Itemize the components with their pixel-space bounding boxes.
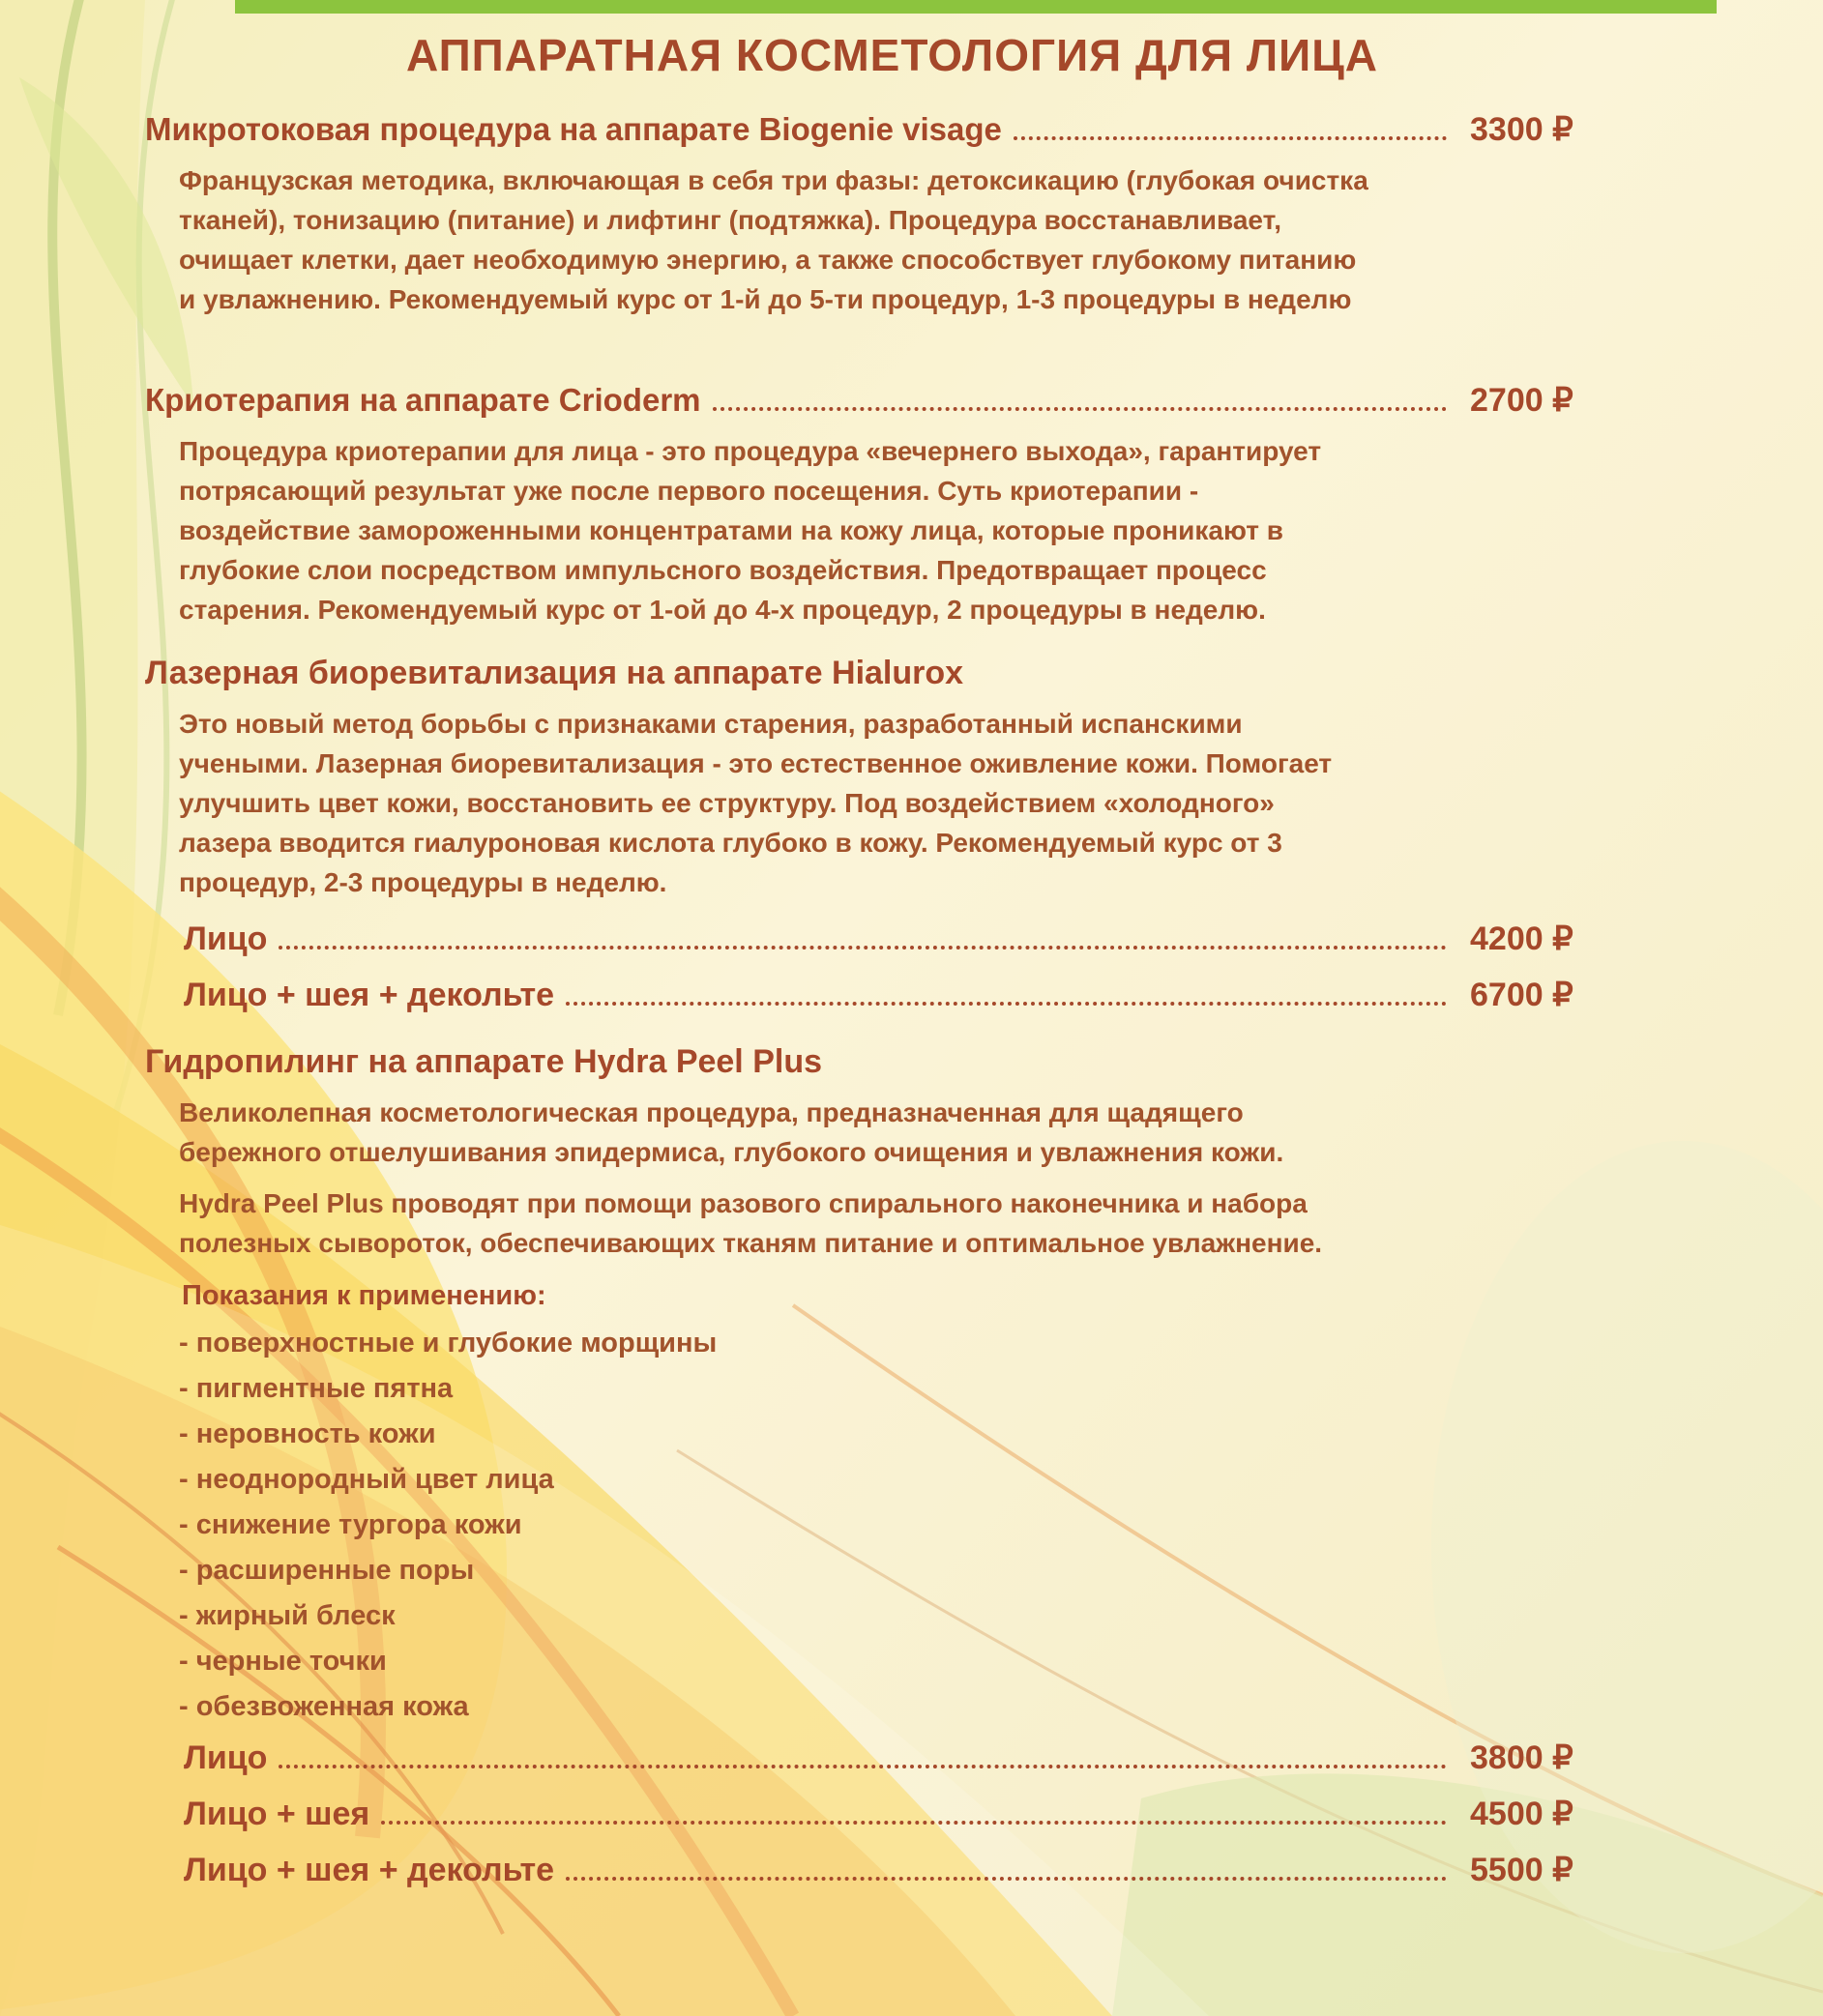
price-row-label: Лицо [184, 920, 268, 957]
price-row-face-neck-decollete [145, 976, 1639, 1014]
dotted-leader [279, 946, 1447, 950]
price-value: 4200 ₽ [1470, 920, 1573, 957]
price-row-face-neck-decollete [145, 1851, 1639, 1889]
indication-item: - снижение тургора кожи [179, 1509, 522, 1540]
service-description: Процедура криотерапии для лица - это процедура «вечернего выхода», гарантирует потрясающий результат уже после первого посещения. Суть криотерапии - воздействие замороженными концентратами на кожу лица, которые проникают в глубокие слои посредством импульсного воздействия. Предотвращает процесс старения. Рекомендуемый курс от 1-ой до 4-х процедур, 2 процедуры в неделю. [179, 436, 1322, 625]
page-title: АППАРАТНАЯ КОСМЕТОЛОГИЯ ДЛЯ ЛИЦА [405, 30, 1379, 80]
price-row-label: Лицо + шея [184, 1796, 370, 1832]
service-description: Это новый метод борьбы с признаками старения, разработанный испанскими учеными. Лазерная биоревитализация - это естественное оживление кожи. Помогает улучшить цвет кожи, восстановить ее структуру. Под воздействием «холодного» лазера вводится гиалуроновая кислота глубоко в кожу. Рекомендуемый курс от 3 процедур, 2-3 процедуры в неделю. [179, 709, 1333, 897]
service-price: 2700 ₽ [1470, 382, 1573, 419]
indications-title: Показания к применению: [182, 1280, 546, 1311]
service-row-biogenie [145, 110, 1639, 149]
dotted-leader [566, 1002, 1447, 1006]
indication-item: - расширенные поры [179, 1555, 475, 1586]
indication-item: - черные точки [179, 1646, 387, 1677]
dotted-leader [381, 1821, 1447, 1825]
dotted-leader [279, 1765, 1447, 1768]
price-value: 6700 ₽ [1470, 977, 1573, 1013]
service-price: 3300 ₽ [1470, 111, 1573, 148]
dotted-leader [566, 1877, 1447, 1881]
service-description: Великолепная косметологическая процедура, предназначенная для щадящего бережного отшелушивания эпидермиса, глубокого очищения и увлажнения кожи. [179, 1097, 1284, 1167]
service-row-crioderm [145, 381, 1639, 420]
service-name: Криотерапия на аппарате Crioderm [145, 382, 701, 418]
price-value: 4500 ₽ [1470, 1796, 1573, 1832]
price-row-label: Лицо + шея + декольте [184, 1852, 555, 1888]
dotted-leader [1014, 136, 1447, 140]
price-value: 3800 ₽ [1470, 1739, 1573, 1776]
price-row-face [145, 1738, 1639, 1777]
indication-item: - пигментные пятна [179, 1373, 454, 1404]
price-row-label: Лицо + шея + декольте [184, 977, 555, 1013]
price-row-face [145, 920, 1639, 958]
dotted-leader [713, 407, 1447, 411]
price-row-label: Лицо [184, 1739, 268, 1776]
indication-item: - неровность кожи [179, 1418, 436, 1449]
service-name: Микротоковая процедура на аппарате Biogenie visage [145, 111, 1002, 147]
indication-item: - жирный блеск [179, 1600, 396, 1631]
indication-item: - неоднородный цвет лица [179, 1464, 554, 1495]
service-description: Французская методика, включающая в себя три фазы: детоксикацию (глубокая очистка тканей), тонизацию (питание) и лифтинг (подтяжка). Процедура восстанавливает, очищает клетки, дает необходимую энергию, а также способствует глубокому питанию и увлажнению. Рекомендуемый курс от 1-й до 5-ти процедур, 1-3 процедуры в неделю [179, 165, 1368, 314]
price-row-face-neck [145, 1795, 1639, 1833]
price-value: 5500 ₽ [1470, 1852, 1573, 1888]
section-heading-hialurox: Лазерная биоревитализация на аппарате Hialurox [145, 655, 964, 691]
top-accent-bar [235, 0, 1717, 14]
section-heading-hydra-peel: Гидропилинг на аппарате Hydra Peel Plus [145, 1043, 823, 1080]
service-description: Hydra Peel Plus проводят при помощи разового спирального наконечника и набора полезных сывороток, обеспечивающих тканям питание и оптимальное увлажнение. [179, 1188, 1323, 1258]
indication-item: - обезвоженная кожа [179, 1691, 469, 1722]
indication-item: - поверхностные и глубокие морщины [179, 1328, 718, 1359]
